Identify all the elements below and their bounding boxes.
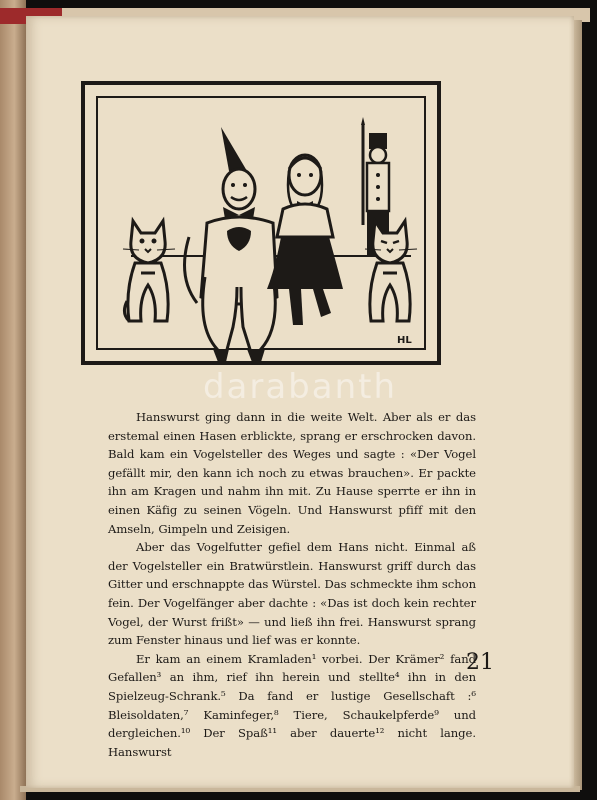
- watermark: darabanth: [202, 367, 398, 407]
- page-text: [108, 408, 476, 761]
- book-spine: [0, 0, 26, 800]
- paragraph-2: Aber das Vogelfutter gefiel dem Hans nicht. Einmal aß der Vogelsteller ein Bratwürstlein. Hanswurst griff durch das Gitter und erschnappte das Würstel. Das schmeckte ihm schon fein. Der Vogelfänger aber dachte : «Das ist doch kein rechter Vogel, der Wurst frißt» — und ließ ihn frei. Hanswurst sprang zum Fenster hinaus und lief was er konnte.: [108, 540, 476, 648]
- paragraph-3: Er kam an einem Kramladen¹ vorbei. Der Krämer² fand Gefallen³ an ihm, rief ihn herein und stellte⁴ ihn in den Spielzeug-Schrank.⁵ Da fand er lustige Gesellschaft :⁶ Bleisoldaten,⁷ Kaminfeger,⁸ Tiere, Schaukelpferde⁹ und dergleichen.¹⁰ Der Spaß¹¹ aber dauerte¹² nicht lange. Hanswurst: [108, 651, 476, 759]
- illustration-monogram: HL: [397, 335, 412, 346]
- illustration-woodcut: [81, 81, 441, 365]
- paragraph-1: Hanswurst ging dann in die weite Welt. Aber als er das erstemal einen Hasen erblickte, sprang er erschrocken davon. Bald kam ein Vogelsteller des Weges und sagte : «Der Vogel gefällt mir, den kann ich noch zu etwas brauchen». Er packte ihn am Kragen und nahm ihn mit. Zu Hause sperrte er ihn in einen Käfig zu seinen Vögeln. Und Hanswurst pfiff mit den Amseln, Gimpeln und Zeisigen.: [108, 410, 476, 536]
- page-number: 21: [466, 650, 494, 675]
